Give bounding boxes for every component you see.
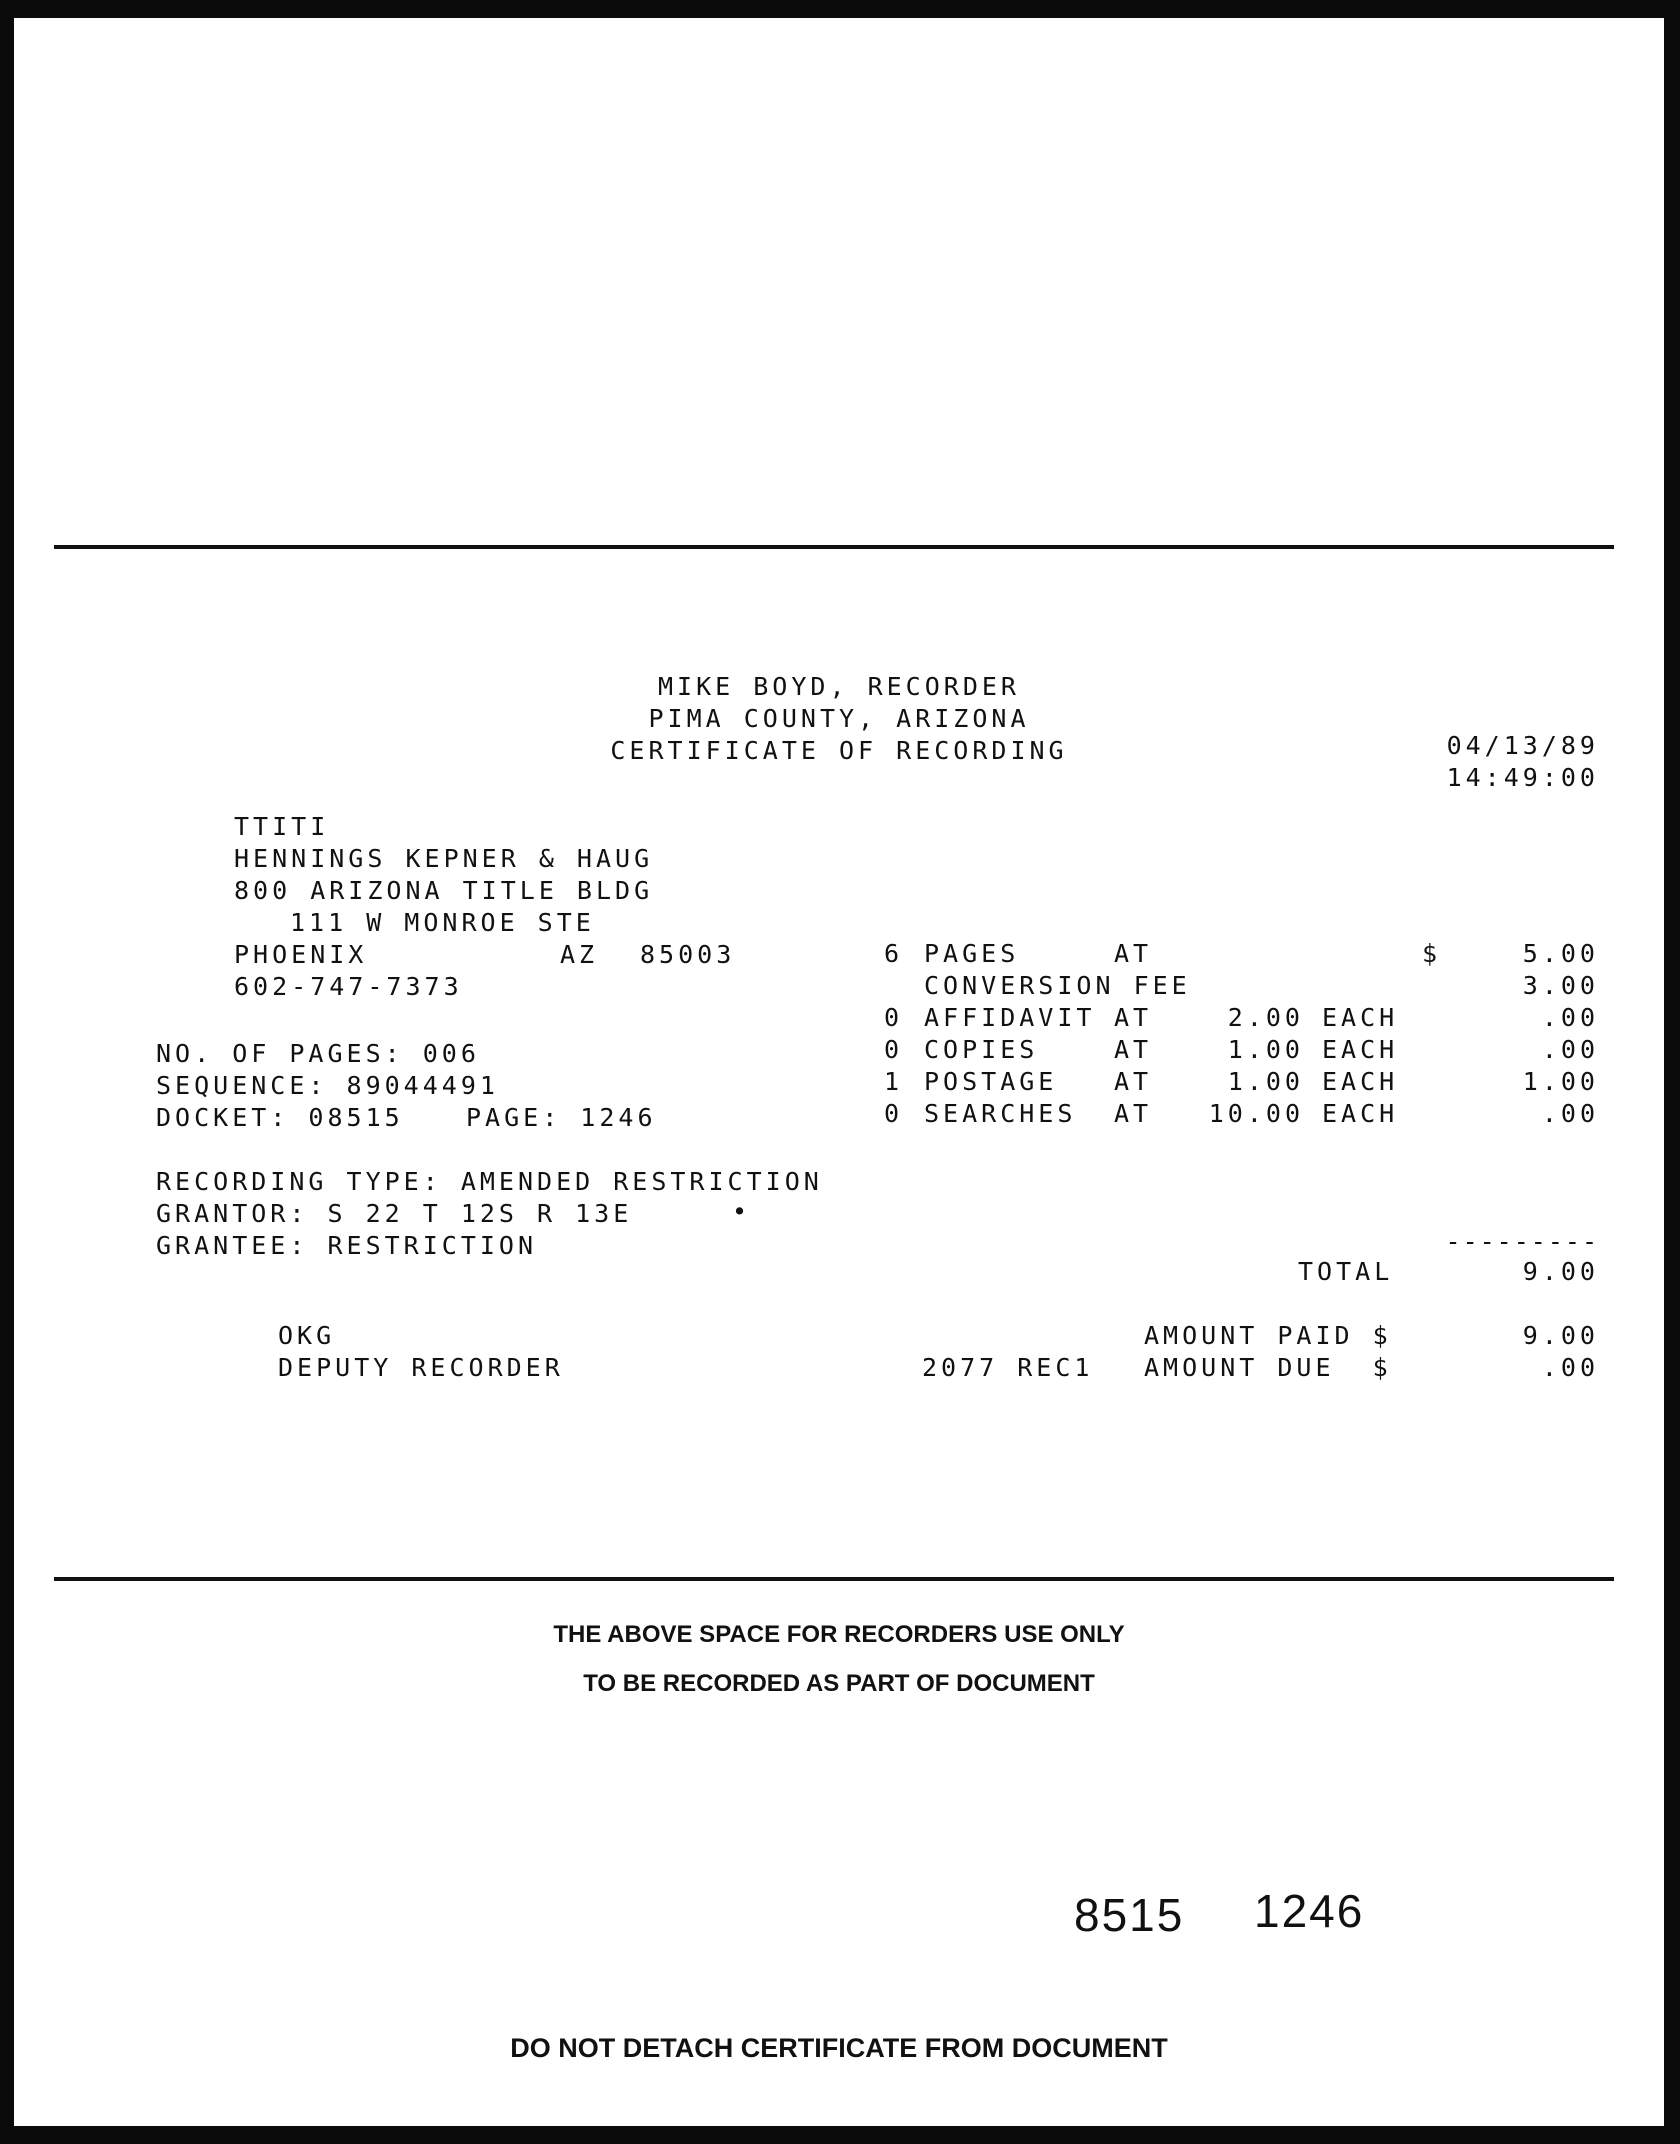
certificate-title: CERTIFICATE OF RECORDING (610, 736, 1068, 765)
fee-item: AFFIDAVIT (924, 1003, 1096, 1032)
fee-unit: EACH (1322, 1067, 1399, 1096)
amount-due-label: AMOUNT DUE $ (1144, 1353, 1392, 1382)
deputy-recorder-label: DEPUTY RECORDER (278, 1353, 564, 1382)
fee-at: AT (1114, 1035, 1153, 1064)
fee-amount: 5.00 (1522, 939, 1599, 968)
fee-rate: 10.00 (1208, 1099, 1304, 1128)
address-line-3: 800 ARIZONA TITLE BLDG (234, 876, 654, 905)
grantor-mark: • (732, 1197, 752, 1226)
fee-at: AT (1114, 1067, 1153, 1096)
grantor: GRANTOR: S 22 T 12S R 13E (156, 1199, 633, 1228)
recording-type: RECORDING TYPE: AMENDED RESTRICTION (156, 1167, 823, 1196)
fee-quantity: 1 (884, 1067, 904, 1096)
record-as-part-notice: TO BE RECORDED AS PART OF DOCUMENT (583, 1670, 1095, 1697)
fee-rate: 1.00 (1227, 1035, 1304, 1064)
fee-rate: 1.00 (1227, 1067, 1304, 1096)
fee-quantity: 0 (884, 1099, 904, 1128)
fee-at: AT (1114, 1099, 1153, 1128)
fee-item: PAGES (924, 939, 1020, 968)
recorder-use-notice: THE ABOVE SPACE FOR RECORDERS USE ONLY (553, 1621, 1125, 1648)
docket-stamp: 8515 (1074, 1889, 1185, 1941)
address-line-4: 111 W MONROE STE (290, 908, 595, 937)
fee-amount: .00 (1541, 1003, 1599, 1032)
fee-unit: EACH (1322, 1099, 1399, 1128)
fee-unit: EACH (1322, 1035, 1399, 1064)
fee-amount: .00 (1541, 1035, 1599, 1064)
register-code: 2077 REC1 (922, 1353, 1094, 1382)
total-amount: 9.00 (1522, 1257, 1599, 1286)
bottom-divider (54, 1577, 1614, 1581)
amount-paid-label: AMOUNT PAID $ (1144, 1321, 1392, 1350)
amount-due: .00 (1541, 1353, 1599, 1382)
total-separator: --------- (1445, 1227, 1599, 1256)
fee-rate: 2.00 (1227, 1003, 1304, 1032)
sequence-number: SEQUENCE: 89044491 (156, 1071, 499, 1100)
fee-item: POSTAGE (924, 1067, 1058, 1096)
address-state: AZ (560, 940, 599, 969)
address-zip: 85003 (640, 940, 736, 969)
total-label: TOTAL (1298, 1257, 1394, 1286)
record-time: 14:49:00 (1446, 763, 1599, 792)
address-line-1: TTITI (234, 812, 330, 841)
fee-amount: .00 (1541, 1099, 1599, 1128)
recording-certificate-page (14, 18, 1664, 2126)
fee-at: AT (1114, 939, 1153, 968)
fee-amount: 3.00 (1522, 971, 1599, 1000)
fee-amount: 1.00 (1522, 1067, 1599, 1096)
docket-number: DOCKET: 08515 (156, 1103, 404, 1132)
fee-quantity: 0 (884, 1003, 904, 1032)
do-not-detach-notice: DO NOT DETACH CERTIFICATE FROM DOCUMENT (510, 2033, 1168, 2063)
grantee: GRANTEE: RESTRICTION (156, 1231, 538, 1260)
county-state: PIMA COUNTY, ARIZONA (648, 704, 1030, 733)
fee-unit: EACH (1322, 1003, 1399, 1032)
deputy-initials: OKG (278, 1321, 336, 1350)
address-line-2: HENNINGS KEPNER & HAUG (234, 844, 654, 873)
record-date: 04/13/89 (1446, 731, 1599, 760)
docket-page: PAGE: 1246 (466, 1103, 657, 1132)
amount-paid: 9.00 (1522, 1321, 1599, 1350)
fee-quantity: 6 (884, 939, 904, 968)
fee-quantity: 0 (884, 1035, 904, 1064)
fee-currency: $ (1422, 939, 1442, 968)
address-city: PHOENIX (234, 940, 368, 969)
fee-at: AT (1114, 1003, 1153, 1032)
page-stamp: 1246 (1254, 1885, 1365, 1937)
fee-item: SEARCHES (924, 1099, 1077, 1128)
number-of-pages: NO. OF PAGES: 006 (156, 1039, 480, 1068)
address-phone: 602-747-7373 (234, 972, 463, 1001)
recorder-name: MIKE BOYD, RECORDER (658, 672, 1020, 701)
top-divider (54, 545, 1614, 549)
fee-item: COPIES (924, 1035, 1039, 1064)
fee-item: CONVERSION FEE (924, 971, 1191, 1000)
